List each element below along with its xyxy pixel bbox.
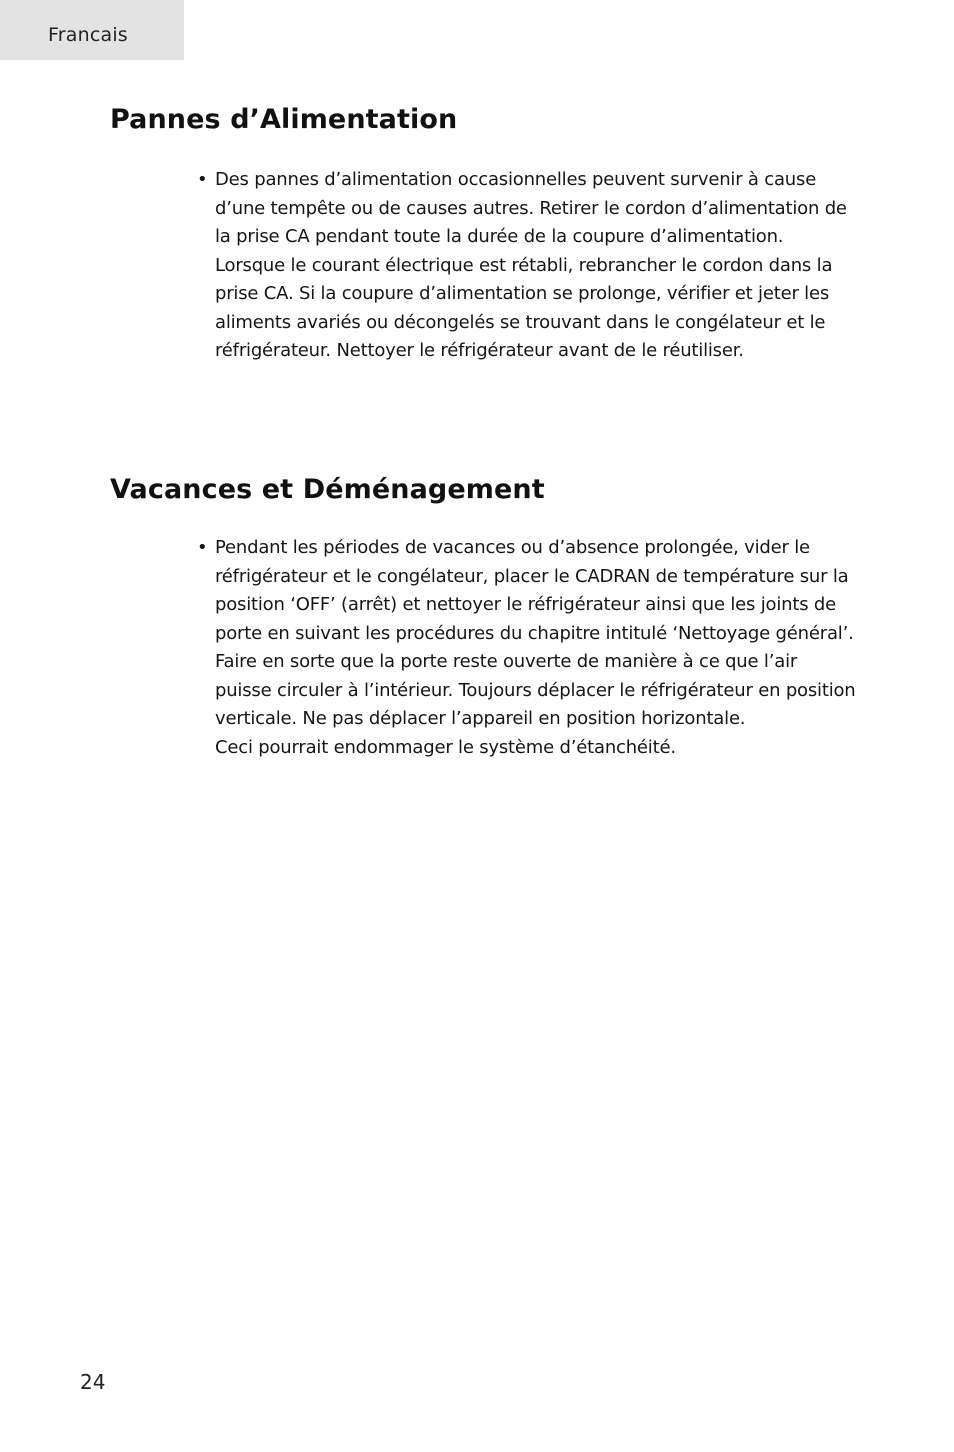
section-title: Pannes d’Alimentation	[110, 104, 458, 135]
bullet-list	[197, 166, 847, 366]
language-tab	[0, 0, 184, 60]
section-title: Vacances et Déménagement	[110, 474, 545, 505]
list-item	[197, 534, 856, 762]
bullet-icon: •	[197, 169, 208, 190]
bullet-icon: •	[197, 537, 208, 558]
text-line: Des pannes d’alimentation occasionnelles peuvent survenir à cause	[215, 169, 817, 190]
text-line: Pendant les périodes de vacances ou d’absence prolongée, vider le	[215, 537, 810, 558]
list-item	[197, 166, 847, 366]
text-line: Lorsque le courant électrique est rétabli, rebrancher le cordon dans la	[215, 254, 833, 276]
text-line: Faire en sorte que la porte reste ouverte de manière à ce que l’air	[215, 651, 798, 672]
text-line: aliments avariés ou décongelés se trouvant dans le congélateur et le	[215, 311, 826, 333]
text-line: la prise CA pendant toute la durée de la coupure d’alimentation.	[215, 226, 784, 247]
page-number: 24	[80, 1370, 106, 1394]
text-line: position ‘OFF’ (arrêt) et nettoyer le réfrigérateur ainsi que les joints de	[215, 594, 837, 615]
text-line: Ceci pourrait endommager le système d’étanchéité.	[215, 736, 676, 758]
bullet-list	[197, 534, 856, 762]
text-line: porte en suivant les procédures du chapitre intitulé ‘Nettoyage général’.	[215, 622, 854, 644]
text-line: puisse circuler à l’intérieur. Toujours déplacer le réfrigérateur en position	[215, 679, 856, 701]
text-line: d’une tempête ou de causes autres. Retirer le cordon d’alimentation de	[215, 197, 847, 219]
language-tab-label: Francais	[48, 24, 128, 46]
text-line: réfrigérateur et le congélateur, placer le CADRAN de température sur la	[215, 565, 849, 587]
text-line: réfrigérateur. Nettoyer le réfrigérateur avant de le réutiliser.	[215, 340, 744, 361]
text-line: verticale. Ne pas déplacer l’appareil en position horizontale.	[215, 708, 746, 729]
text-line: prise CA. Si la coupure d’alimentation se prolonge, vérifier et jeter les	[215, 283, 830, 304]
